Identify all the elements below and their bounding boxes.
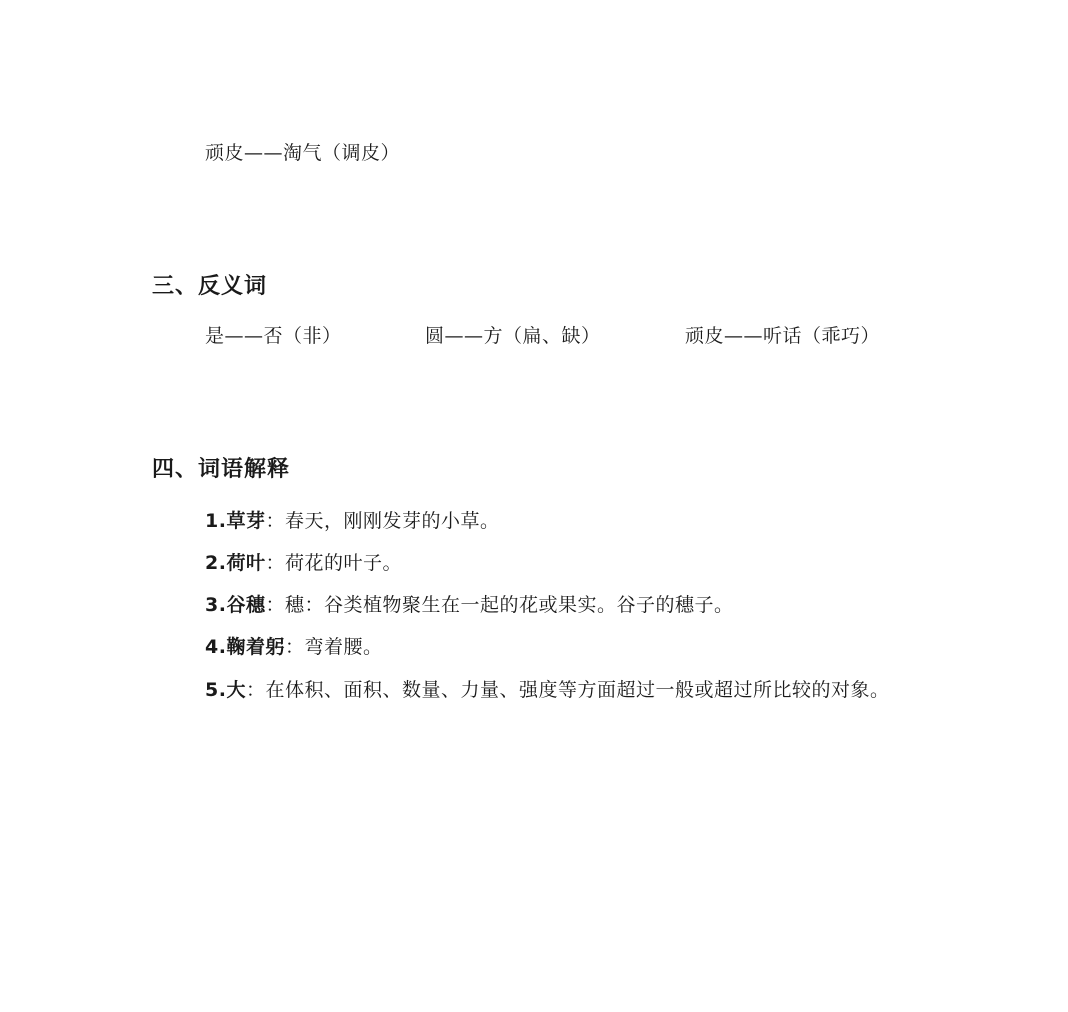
glossary-heading: 四、词语解释 [152,457,291,482]
glossary-term: 4.鞠着躬 [205,636,285,658]
antonyms-heading: 三、反义词 [152,274,268,299]
antonym-pair: 是——否（非） [205,325,342,347]
glossary-definition: ：在体积、面积、数量、力量、强度等方面超过一般或超过所比较的对象。 [245,679,890,701]
antonym-pair: 顽皮——听话（乖巧） [685,325,881,347]
glossary-definition: ：弯着腰。 [284,636,383,658]
glossary-item [205,550,402,576]
glossary-definition: ：穗：谷类植物聚生在一起的花或果实。谷子的穗子。 [265,594,734,616]
glossary-item [205,592,733,618]
synonym-carryover-line: 顽皮——淘气（调皮） [205,142,401,164]
glossary-term: 5.大 [205,679,246,701]
glossary-term: 2.荷叶 [205,552,266,574]
glossary-item [205,677,889,703]
antonym-pair: 圆——方（扁、缺） [425,325,601,347]
glossary-term: 1.草芽 [205,510,266,532]
glossary-item [205,508,499,534]
glossary-item [205,634,382,660]
glossary-definition: ：春天，刚刚发芽的小草。 [265,510,500,532]
glossary-term: 3.谷穗 [205,594,266,616]
glossary-definition: ：荷花的叶子。 [265,552,402,574]
